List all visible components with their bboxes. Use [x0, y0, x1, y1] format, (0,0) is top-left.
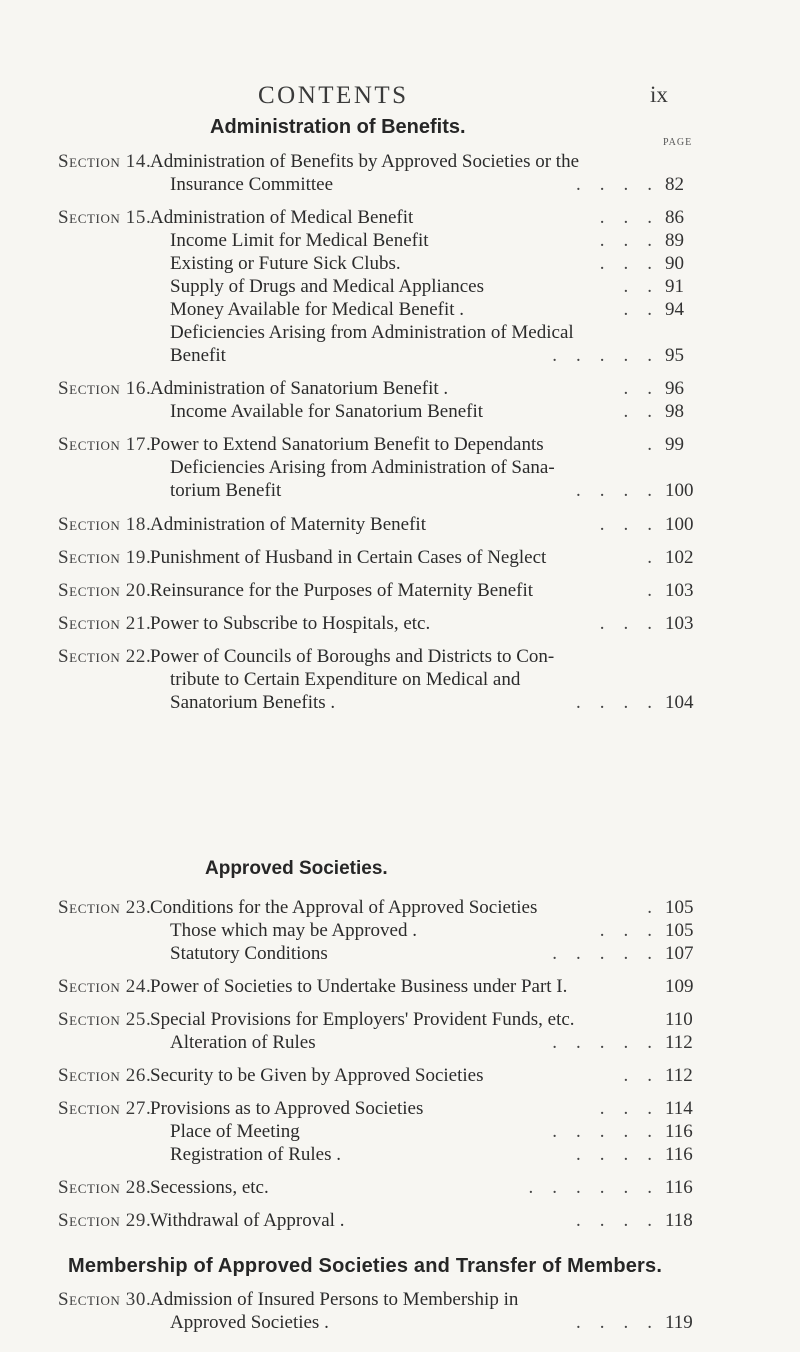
- page-reference: 98: [665, 401, 684, 422]
- toc-entry: [0, 377, 800, 401]
- page-reference: 109: [665, 976, 694, 997]
- toc-entry: [0, 645, 800, 669]
- toc-entry: [0, 456, 800, 480]
- page-reference: 112: [665, 1065, 693, 1086]
- dot-leader: . . . . .: [552, 345, 652, 366]
- dot-leader: . . . .: [576, 174, 652, 195]
- entry-title: Special Provisions for Employers' Provident Funds, etc.: [150, 1009, 575, 1030]
- page-reference: 105: [665, 920, 694, 941]
- dot-leader: . . . .: [576, 1210, 652, 1231]
- section-number: Section 22.: [58, 646, 152, 667]
- page-reference: 116: [665, 1177, 693, 1198]
- entry-title: Registration of Rules .: [170, 1144, 341, 1165]
- entry-title: Power to Extend Sanatorium Benefit to Dependants: [150, 434, 544, 455]
- entry-title: Alteration of Rules: [170, 1032, 316, 1053]
- dot-leader: . .: [623, 401, 652, 422]
- section-number: Section 20.: [58, 580, 152, 601]
- dot-leader: . . .: [599, 1098, 652, 1119]
- entry-title: Conditions for the Approval of Approved Societies: [150, 897, 538, 918]
- dot-leader: . . . .: [576, 480, 652, 501]
- toc-entry: [0, 612, 800, 636]
- section-number: Section 23.: [58, 897, 152, 918]
- page-column-label: PAGE: [663, 137, 693, 148]
- page-reference: 110: [665, 1009, 693, 1030]
- toc-entry: [0, 433, 800, 457]
- section-number: Section 27.: [58, 1098, 152, 1119]
- section-number: Section 24.: [58, 976, 152, 997]
- page-reference: 89: [665, 230, 684, 251]
- entry-title: Income Available for Sanatorium Benefit: [170, 401, 484, 422]
- entry-title: Existing or Future Sick Clubs.: [170, 253, 401, 274]
- dot-leader: . .: [623, 299, 652, 320]
- section-number: Section 15.: [58, 207, 152, 228]
- page-number: ix: [650, 82, 668, 107]
- toc-entry: [0, 1176, 800, 1200]
- dot-leader: . . .: [599, 207, 652, 228]
- entry-title: Insurance Committee: [170, 174, 334, 195]
- dot-leader: . . .: [599, 253, 652, 274]
- toc-entry: [0, 321, 800, 345]
- toc-entry: [0, 668, 800, 692]
- toc-entry: [0, 919, 800, 943]
- page-reference: 100: [665, 480, 694, 501]
- dot-leader: . . . . .: [552, 1121, 652, 1142]
- page-reference: 116: [665, 1121, 693, 1142]
- section-number: Section 29.: [58, 1210, 152, 1231]
- toc-entry: [0, 1288, 800, 1312]
- page-reference: 99: [665, 434, 684, 455]
- entry-title: Withdrawal of Approval .: [150, 1210, 345, 1231]
- page-reference: 119: [665, 1312, 693, 1333]
- page-reference: 116: [665, 1144, 693, 1165]
- page-reference: 104: [665, 692, 694, 713]
- entry-title: Money Available for Medical Benefit .: [170, 299, 465, 320]
- toc-entry: [0, 150, 800, 174]
- dot-leader: . . .: [599, 920, 652, 941]
- dot-leader: .: [647, 547, 652, 568]
- page-reference: 118: [665, 1210, 693, 1231]
- section-number: Section 14.: [58, 151, 152, 172]
- toc-entry: [0, 173, 800, 197]
- dot-leader: . .: [623, 378, 652, 399]
- toc-entry: [0, 579, 800, 603]
- section-number: Section 28.: [58, 1177, 152, 1198]
- entry-title: Sanatorium Benefits .: [170, 692, 336, 713]
- toc-entry: [0, 344, 800, 368]
- entry-title: Power to Subscribe to Hospitals, etc.: [150, 613, 431, 634]
- dot-leader: . . . . .: [552, 943, 652, 964]
- entry-title: tribute to Certain Expenditure on Medical and: [170, 669, 521, 690]
- dot-leader: . . . .: [576, 1312, 652, 1333]
- page-reference: 103: [665, 580, 694, 601]
- running-head: [0, 82, 800, 112]
- page-reference: 103: [665, 613, 694, 634]
- toc-entry: [0, 546, 800, 570]
- page-reference: 100: [665, 514, 694, 535]
- entry-title: Administration of Medical Benefit: [150, 207, 414, 228]
- running-title: CONTENTS: [258, 82, 409, 109]
- entry-title: Punishment of Husband in Certain Cases of Neglect: [150, 547, 547, 568]
- toc-entry: [0, 1064, 800, 1088]
- toc-entry: [0, 1097, 800, 1121]
- toc-entry: [0, 975, 800, 999]
- entry-title: Administration of Benefits by Approved Societies or the: [150, 151, 580, 172]
- toc-entry: [0, 252, 800, 276]
- page-reference: 105: [665, 897, 694, 918]
- part-heading-administration: Administration of Benefits.: [210, 116, 466, 138]
- entry-title: Provisions as to Approved Societies: [150, 1098, 424, 1119]
- page-reference: 91: [665, 276, 684, 297]
- toc-entry: [0, 896, 800, 920]
- dot-leader: . . .: [599, 613, 652, 634]
- section-number: Section 18.: [58, 514, 152, 535]
- entry-title: Power of Societies to Undertake Business under Part I.: [150, 976, 568, 997]
- toc-entry: [0, 400, 800, 424]
- entry-title: Place of Meeting: [170, 1121, 300, 1142]
- page-reference: 82: [665, 174, 684, 195]
- section-number: Section 30.: [58, 1289, 152, 1310]
- dot-leader: . . .: [599, 230, 652, 251]
- entry-title: Supply of Drugs and Medical Appliances: [170, 276, 484, 297]
- page-reference: 102: [665, 547, 694, 568]
- entry-title: Deficiencies Arising from Administration of Sana-: [170, 457, 555, 478]
- entry-title: torium Benefit: [170, 480, 282, 501]
- entry-title: Reinsurance for the Purposes of Maternity Benefit: [150, 580, 534, 601]
- toc-entry: [0, 275, 800, 299]
- entry-title: Benefit: [170, 345, 226, 366]
- page-reference: 107: [665, 943, 694, 964]
- section-number: Section 16.: [58, 378, 152, 399]
- part-heading-membership: Membership of Approved Societies and Transfer of Members.: [68, 1255, 663, 1277]
- section-number: Section 17.: [58, 434, 152, 455]
- dot-leader: . . . . .: [552, 1032, 652, 1053]
- page-reference: 95: [665, 345, 684, 366]
- toc-entry: [0, 479, 800, 503]
- dot-leader: .: [647, 897, 652, 918]
- entry-title: Those which may be Approved .: [170, 920, 417, 941]
- entry-title: Security to be Given by Approved Societies: [150, 1065, 484, 1086]
- dot-leader: . .: [623, 1065, 652, 1086]
- page-reference: 90: [665, 253, 684, 274]
- page-reference: 94: [665, 299, 684, 320]
- toc-entry: [0, 513, 800, 537]
- toc-entry: [0, 691, 800, 715]
- dot-leader: . . . .: [576, 692, 652, 713]
- toc-entry: [0, 1143, 800, 1167]
- entry-title: Administration of Sanatorium Benefit .: [150, 378, 449, 399]
- dot-leader: . . .: [599, 514, 652, 535]
- dot-leader: . . . . . .: [528, 1177, 652, 1198]
- toc-entry: [0, 1209, 800, 1233]
- dot-leader: . .: [623, 276, 652, 297]
- dot-leader: .: [647, 434, 652, 455]
- section-number: Section 19.: [58, 547, 152, 568]
- page-reference: 112: [665, 1032, 693, 1053]
- entry-title: Deficiencies Arising from Administration of Medical: [170, 322, 574, 343]
- part-heading-approved-societies: Approved Societies.: [205, 858, 388, 879]
- dot-leader: .: [647, 580, 652, 601]
- toc-entry: [0, 1008, 800, 1032]
- toc-entry: [0, 229, 800, 253]
- entry-title: Statutory Conditions: [170, 943, 328, 964]
- toc-entry: [0, 1031, 800, 1055]
- toc-entry: [0, 1311, 800, 1335]
- section-number: Section 25.: [58, 1009, 152, 1030]
- entry-title: Secessions, etc.: [150, 1177, 269, 1198]
- section-number: Section 21.: [58, 613, 152, 634]
- entry-title: Admission of Insured Persons to Membership in: [150, 1289, 519, 1310]
- dot-leader: . . . .: [576, 1144, 652, 1165]
- toc-entry: [0, 1120, 800, 1144]
- toc-entry: [0, 298, 800, 322]
- page-reference: 114: [665, 1098, 693, 1119]
- entry-title: Administration of Maternity Benefit: [150, 514, 426, 535]
- entry-title: Power of Councils of Boroughs and Districts to Con-: [150, 646, 555, 667]
- toc-entry: [0, 942, 800, 966]
- entry-title: Income Limit for Medical Benefit: [170, 230, 429, 251]
- page-reference: 86: [665, 207, 684, 228]
- page-reference: 96: [665, 378, 684, 399]
- section-number: Section 26.: [58, 1065, 152, 1086]
- toc-entry: [0, 206, 800, 230]
- entry-title: Approved Societies .: [170, 1312, 329, 1333]
